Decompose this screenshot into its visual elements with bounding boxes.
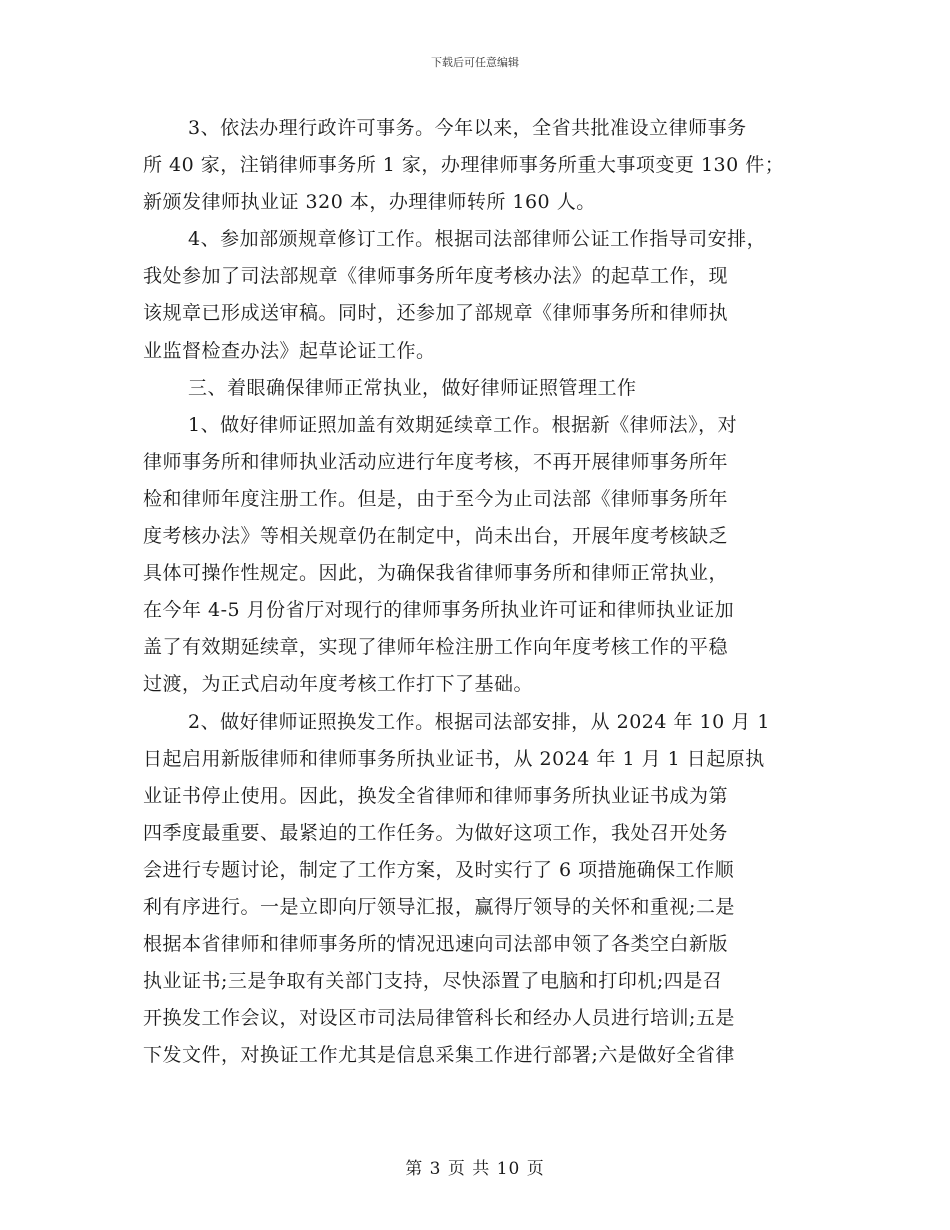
paragraph-line: 度考核办法》等相关规章仍在制定中，尚未出台，开展年度考核缺乏: [143, 525, 729, 548]
paragraph-line: 日起启用新版律师和律师事务所执业证书，从 2024 年 1 月 1 日起原执: [143, 747, 765, 770]
paragraph-line: 过渡，为正式启动年度考核工作打下了基础。: [143, 673, 534, 696]
page-header: 下载后可任意编辑: [431, 56, 519, 69]
paragraph-line: 该规章已形成送审稿。同时，还参加了部规章《律师事务所和律师执: [143, 302, 729, 325]
paragraph-line: 开换发工作会议，对设区市司法局律管科长和经办人员进行培训;五是: [143, 1007, 735, 1030]
paragraph-line: 执业证书;三是争取有关部门支持，尽快添置了电脑和打印机;四是召: [143, 970, 723, 993]
paragraph-line: 4、参加部颁规章修订工作。根据司法部律师公证工作指导司安排，: [188, 228, 767, 251]
document-body: [143, 110, 808, 1074]
paragraph-line: 业监督检查办法》起草论证工作。: [143, 339, 436, 362]
paragraph-line: 会进行专题讨论，制定了工作方案，及时实行了 6 项措施确保工作顺: [143, 858, 735, 881]
paragraph-line: 新颁发律师执业证 320 本，办理律师转所 160 人。: [143, 191, 596, 214]
paragraph-line: 下发文件，对换证工作尤其是信息采集工作进行部署;六是做好全省律: [143, 1044, 735, 1067]
page-number-footer: 第 3 页 共 10 页: [405, 1159, 545, 1179]
paragraph-line: 在今年 4-5 月份省厅对现行的律师事务所执业许可证和律师执业证加: [143, 599, 735, 622]
paragraph-line: 盖了有效期延续章，实现了律师年检注册工作向年度考核工作的平稳: [143, 636, 729, 659]
paragraph-line: 利有序进行。一是立即向厅领导汇报，赢得厅领导的关怀和重视;二是: [143, 895, 735, 918]
paragraph-line: 检和律师年度注册工作。但是，由于至今为止司法部《律师事务所年: [143, 487, 729, 510]
paragraph-line: 所 40 家，注销律师事务所 1 家，办理律师事务所重大事项变更 130 件；: [143, 154, 785, 177]
paragraph-line: 2、做好律师证照换发工作。根据司法部安排，从 2024 年 10 月 1: [188, 710, 770, 733]
paragraph-line: 具体可操作性规定。因此，为确保我省律师事务所和律师正常执业，: [143, 562, 729, 585]
paragraph-line: 根据本省律师和律师事务所的情况迅速向司法部申领了各类空白新版: [143, 933, 729, 956]
paragraph-line: 我处参加了司法部规章《律师事务所年度考核办法》的起草工作，现: [143, 265, 729, 288]
paragraph-line: 1、做好律师证照加盖有效期延续章工作。根据新《律师法》，对: [188, 413, 738, 436]
paragraph-line: 业证书停止使用。因此，换发全省律师和律师事务所执业证书成为第: [143, 784, 729, 807]
paragraph-line: 律师事务所和律师执业活动应进行年度考核，不再开展律师事务所年: [143, 450, 729, 473]
paragraph-line: 3、依法办理行政许可事务。今年以来，全省共批准设立律师事务: [188, 117, 747, 139]
paragraph-line: 四季度最重要、最紧迫的工作任务。为做好这项工作，我处召开处务: [143, 821, 729, 844]
section-heading: 三、着眼确保律师正常执业，做好律师证照管理工作: [188, 376, 637, 399]
